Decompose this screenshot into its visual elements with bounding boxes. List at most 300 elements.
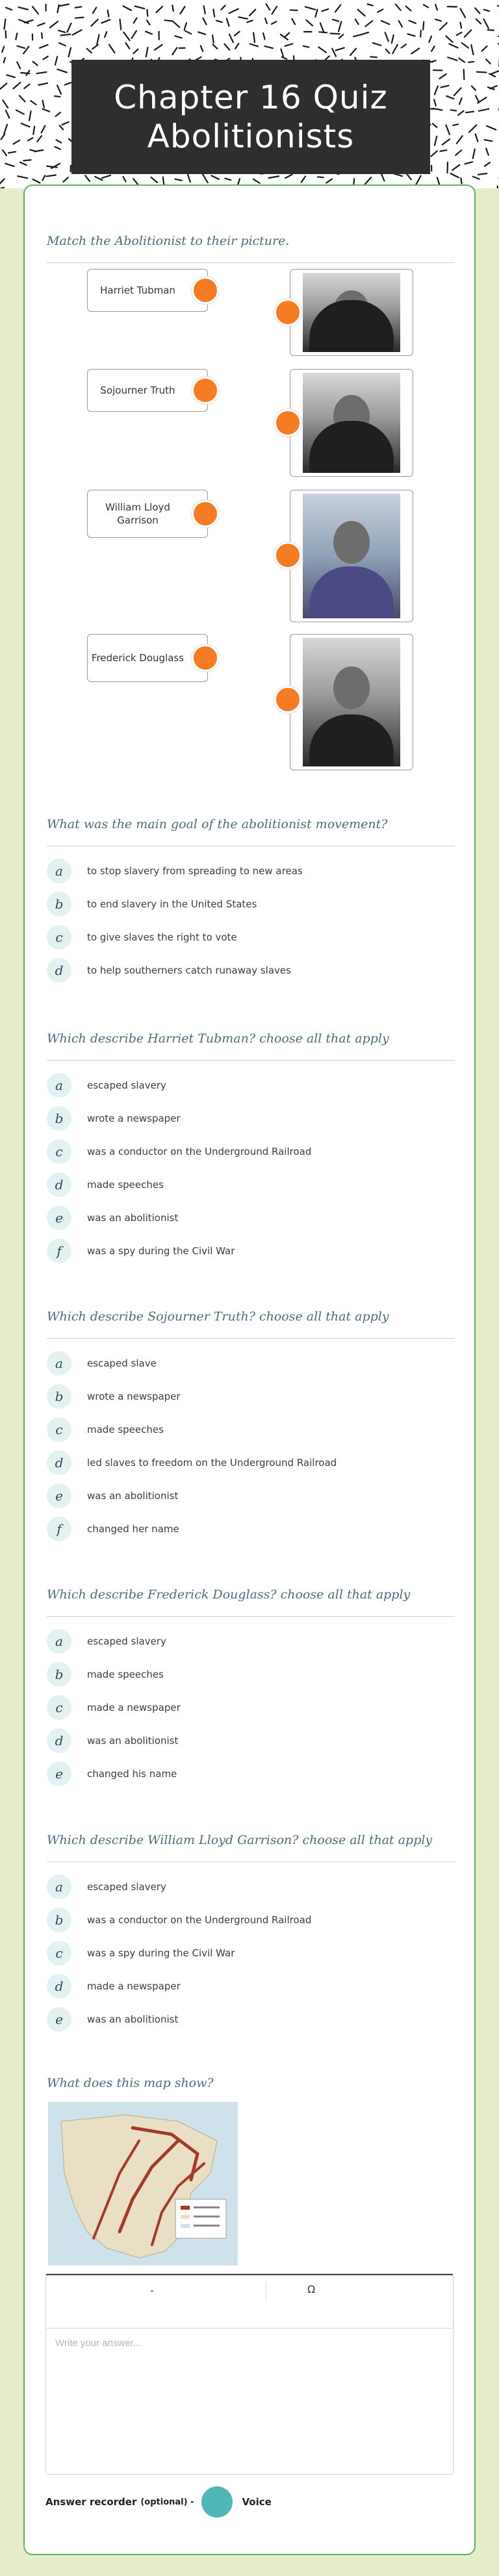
pattern-stroke bbox=[333, 19, 339, 21]
pattern-stroke bbox=[475, 8, 480, 13]
match-name-william-lloyd-garrison[interactable]: William Lloyd Garrison bbox=[87, 490, 208, 538]
pattern-stroke bbox=[306, 20, 313, 26]
pattern-stroke bbox=[133, 49, 138, 54]
pattern-stroke bbox=[416, 176, 420, 185]
pattern-stroke bbox=[185, 31, 192, 34]
divider bbox=[47, 1616, 455, 1617]
photo-frame[interactable] bbox=[290, 634, 413, 770]
option-letter-badge[interactable]: d bbox=[47, 958, 71, 983]
pattern-stroke bbox=[264, 46, 272, 48]
answer-option[interactable] bbox=[47, 1450, 337, 1475]
pattern-stroke bbox=[36, 72, 46, 73]
option-text: was a conductor on the Underground Railroad bbox=[87, 1914, 312, 1926]
option-letter-badge[interactable]: b bbox=[47, 1384, 71, 1409]
pattern-stroke bbox=[175, 36, 181, 38]
pattern-stroke bbox=[3, 150, 6, 155]
answer-option[interactable] bbox=[47, 1974, 181, 1999]
q1-prompt: What was the main goal of the abolitionist movement? bbox=[47, 817, 388, 831]
pattern-stroke bbox=[429, 36, 431, 42]
option-letter-badge[interactable]: a bbox=[47, 1351, 71, 1376]
q6-prompt: What does this map show? bbox=[47, 2076, 214, 2090]
pattern-stroke bbox=[32, 6, 38, 14]
option-text: led slaves to freedom on the Underground Railroad bbox=[87, 1457, 337, 1469]
pattern-stroke bbox=[238, 17, 248, 19]
pattern-stroke bbox=[55, 96, 60, 97]
pattern-stroke bbox=[431, 46, 435, 51]
pattern-stroke bbox=[204, 6, 205, 14]
pattern-stroke bbox=[18, 176, 27, 178]
pattern-stroke bbox=[465, 30, 471, 37]
pattern-stroke bbox=[478, 97, 486, 103]
match-connector-dot[interactable] bbox=[192, 277, 219, 304]
voice-record-button[interactable] bbox=[201, 2486, 233, 2518]
pattern-stroke bbox=[123, 177, 126, 181]
pattern-stroke bbox=[368, 4, 373, 5]
pattern-stroke bbox=[247, 21, 252, 23]
pattern-stroke bbox=[253, 179, 260, 183]
answer-option[interactable] bbox=[47, 1073, 166, 1098]
pattern-stroke bbox=[134, 18, 137, 23]
quiz-title-box bbox=[71, 60, 430, 174]
pattern-stroke bbox=[28, 138, 33, 140]
pattern-stroke bbox=[3, 100, 8, 108]
match-connector-dot[interactable] bbox=[192, 644, 219, 672]
pattern-stroke bbox=[14, 82, 21, 88]
pattern-stroke bbox=[320, 23, 324, 32]
answer-option[interactable] bbox=[47, 925, 237, 950]
pattern-stroke bbox=[265, 18, 267, 23]
match-connector-dot[interactable] bbox=[274, 542, 301, 569]
match-name-harriet-tubman[interactable]: Harriet Tubman bbox=[87, 269, 208, 312]
pattern-stroke bbox=[33, 127, 34, 134]
pattern-stroke bbox=[123, 32, 129, 41]
answer-option[interactable] bbox=[47, 859, 303, 883]
pattern-stroke bbox=[476, 134, 478, 142]
pattern-stroke bbox=[198, 32, 205, 34]
answer-option[interactable] bbox=[47, 2007, 178, 2032]
option-letter-badge[interactable]: a bbox=[47, 1875, 71, 1899]
pattern-stroke bbox=[462, 43, 468, 48]
pattern-stroke bbox=[4, 125, 7, 134]
pattern-stroke bbox=[266, 4, 270, 10]
option-text: was an abolitionist bbox=[87, 1212, 179, 1224]
pattern-stroke bbox=[146, 31, 152, 34]
option-letter-badge[interactable]: e bbox=[47, 1762, 71, 1786]
pattern-stroke bbox=[478, 173, 487, 175]
pattern-stroke bbox=[336, 48, 344, 51]
answer-option[interactable] bbox=[47, 1206, 178, 1230]
pattern-stroke bbox=[4, 58, 5, 63]
option-letter-badge[interactable]: b bbox=[47, 1106, 71, 1131]
william-lloyd-garrison-photo bbox=[303, 638, 400, 766]
answer-input[interactable] bbox=[46, 2329, 453, 2474]
option-text: made a newspaper bbox=[87, 1980, 181, 1992]
pattern-stroke bbox=[18, 46, 25, 48]
photo-frame[interactable] bbox=[290, 490, 413, 622]
pattern-stroke bbox=[490, 86, 496, 88]
option-text: was a spy during the Civil War bbox=[87, 1245, 235, 1257]
option-letter-badge[interactable]: b bbox=[47, 1662, 71, 1687]
match-connector-dot[interactable] bbox=[274, 299, 301, 326]
pattern-stroke bbox=[303, 46, 309, 47]
pattern-stroke bbox=[73, 30, 82, 35]
q3-prompt: Which describe Sojourner Truth? choose all that apply bbox=[47, 1309, 389, 1324]
pattern-stroke bbox=[263, 33, 264, 39]
answer-option[interactable] bbox=[47, 1106, 181, 1131]
pattern-stroke bbox=[29, 111, 31, 120]
answer-option[interactable] bbox=[47, 1384, 181, 1409]
pattern-stroke bbox=[439, 74, 446, 79]
pattern-stroke bbox=[381, 173, 385, 181]
pattern-stroke bbox=[459, 98, 462, 104]
pattern-stroke bbox=[151, 177, 157, 183]
match-name-frederick-douglass[interactable]: Frederick Douglass bbox=[87, 634, 208, 682]
pattern-stroke bbox=[58, 31, 65, 32]
pattern-stroke bbox=[407, 34, 415, 36]
option-letter-badge[interactable]: d bbox=[47, 1974, 71, 1999]
recorder-optional-label: (optional) - bbox=[140, 2497, 194, 2507]
option-text: was a conductor on the Underground Railroad bbox=[87, 1146, 312, 1157]
pattern-stroke bbox=[46, 175, 55, 177]
answer-option[interactable] bbox=[47, 1695, 181, 1720]
pattern-stroke bbox=[431, 151, 437, 157]
pattern-stroke bbox=[21, 123, 30, 127]
pattern-stroke bbox=[93, 8, 96, 14]
option-letter-badge[interactable]: a bbox=[47, 859, 71, 883]
pattern-stroke bbox=[18, 7, 28, 10]
pattern-stroke bbox=[221, 5, 225, 10]
pattern-stroke bbox=[433, 123, 437, 127]
pattern-stroke bbox=[25, 20, 33, 23]
answer-option[interactable] bbox=[47, 1239, 235, 1263]
pattern-stroke bbox=[42, 126, 45, 133]
option-letter-badge[interactable]: a bbox=[47, 1073, 71, 1098]
pattern-stroke bbox=[50, 21, 58, 27]
option-text: escaped slavery bbox=[87, 1080, 166, 1091]
pattern-stroke bbox=[360, 32, 368, 35]
pattern-stroke bbox=[5, 164, 14, 166]
pattern-stroke bbox=[373, 43, 381, 45]
pattern-stroke bbox=[330, 33, 339, 34]
pattern-stroke bbox=[38, 83, 47, 85]
pattern-stroke bbox=[95, 177, 102, 180]
answer-option[interactable] bbox=[47, 1351, 157, 1376]
pattern-stroke bbox=[269, 176, 279, 178]
option-text: was a spy during the Civil War bbox=[87, 1947, 235, 1959]
pattern-stroke bbox=[452, 165, 459, 170]
answer-option[interactable] bbox=[47, 1662, 164, 1687]
photo-frame[interactable] bbox=[290, 269, 413, 356]
pattern-stroke bbox=[386, 49, 390, 53]
answer-option[interactable] bbox=[47, 1417, 164, 1442]
pattern-stroke bbox=[60, 125, 63, 129]
pattern-stroke bbox=[213, 45, 218, 49]
pattern-stroke bbox=[458, 111, 464, 116]
q5-prompt: Which describe William Lloyd Garrison? choose all that apply bbox=[47, 1833, 433, 1847]
pattern-stroke bbox=[484, 19, 489, 29]
pattern-stroke bbox=[63, 177, 68, 182]
pattern-stroke bbox=[146, 47, 148, 57]
pattern-stroke bbox=[315, 10, 317, 17]
pattern-stroke bbox=[67, 23, 71, 32]
pattern-stroke bbox=[350, 49, 356, 55]
pattern-stroke bbox=[19, 95, 25, 101]
match-connector-dot[interactable] bbox=[274, 686, 301, 713]
frederick-douglass-photo bbox=[303, 273, 400, 352]
pattern-stroke bbox=[59, 43, 66, 45]
pattern-stroke bbox=[235, 44, 238, 49]
option-text: was an abolitionist bbox=[87, 2014, 179, 2025]
pattern-stroke bbox=[485, 162, 490, 166]
answer-option[interactable] bbox=[47, 1762, 177, 1786]
pattern-stroke bbox=[423, 21, 424, 29]
special-character-button[interactable]: Ω bbox=[307, 2283, 316, 2295]
pattern-stroke bbox=[399, 21, 402, 27]
answer-editor bbox=[45, 2273, 454, 2475]
answer-option[interactable] bbox=[47, 1629, 166, 1654]
option-text: escaped slavery bbox=[87, 1635, 166, 1647]
pattern-stroke bbox=[40, 45, 47, 48]
pattern-stroke bbox=[172, 5, 173, 11]
pattern-stroke bbox=[43, 175, 45, 180]
matching-prompt: Match the Abolitionist to their picture. bbox=[47, 234, 290, 248]
pattern-stroke bbox=[109, 44, 115, 53]
photo-frame[interactable] bbox=[290, 369, 413, 477]
option-letter-badge[interactable]: e bbox=[47, 1484, 71, 1508]
pattern-stroke bbox=[281, 49, 283, 57]
pattern-stroke bbox=[353, 35, 360, 36]
pattern-stroke bbox=[406, 6, 411, 11]
pattern-stroke bbox=[461, 8, 466, 17]
pattern-stroke bbox=[449, 44, 457, 48]
pattern-stroke bbox=[469, 125, 476, 133]
pattern-stroke bbox=[43, 101, 44, 108]
sojourner-truth-photo bbox=[303, 494, 400, 618]
pattern-stroke bbox=[105, 32, 107, 37]
pattern-stroke bbox=[32, 179, 40, 183]
pattern-stroke bbox=[479, 109, 489, 111]
pattern-stroke bbox=[101, 19, 110, 23]
pattern-stroke bbox=[31, 101, 36, 105]
pattern-stroke bbox=[201, 45, 203, 51]
pattern-stroke bbox=[454, 88, 461, 95]
option-letter-badge[interactable]: c bbox=[47, 1417, 71, 1442]
voice-label[interactable]: Voice bbox=[242, 2496, 272, 2508]
pattern-stroke bbox=[435, 136, 437, 145]
pattern-stroke bbox=[272, 6, 277, 14]
divider bbox=[47, 262, 455, 263]
option-letter-badge[interactable]: c bbox=[47, 1139, 71, 1164]
answer-option[interactable] bbox=[47, 1908, 311, 1932]
pattern-stroke bbox=[358, 10, 365, 16]
answer-option[interactable] bbox=[47, 1172, 164, 1197]
pattern-stroke bbox=[6, 8, 12, 10]
pattern-stroke bbox=[365, 177, 371, 184]
pattern-stroke bbox=[433, 108, 442, 110]
pattern-stroke bbox=[441, 86, 449, 88]
pattern-stroke bbox=[8, 152, 16, 153]
pattern-stroke bbox=[285, 33, 289, 37]
pattern-stroke bbox=[332, 49, 336, 57]
option-text: made speeches bbox=[87, 1424, 164, 1435]
option-letter-badge[interactable]: a bbox=[47, 1629, 71, 1654]
pattern-stroke bbox=[250, 44, 258, 47]
pattern-stroke bbox=[38, 23, 45, 26]
pattern-stroke bbox=[37, 136, 42, 142]
pattern-stroke bbox=[451, 173, 459, 177]
pattern-stroke bbox=[377, 9, 383, 12]
answer-option[interactable] bbox=[47, 1941, 235, 1965]
option-text: to help southerners catch runaway slaves bbox=[87, 965, 291, 976]
option-text: escaped slave bbox=[87, 1357, 157, 1369]
match-connector-dot[interactable] bbox=[192, 377, 219, 404]
option-letter-badge[interactable]: d bbox=[47, 1450, 71, 1475]
pattern-stroke bbox=[392, 35, 394, 43]
pattern-stroke bbox=[185, 23, 186, 30]
pattern-stroke bbox=[466, 112, 474, 113]
pattern-stroke bbox=[212, 35, 214, 43]
option-letter-badge[interactable]: e bbox=[47, 1206, 71, 1230]
pattern-stroke bbox=[4, 19, 5, 29]
pattern-stroke bbox=[6, 75, 15, 77]
pattern-stroke bbox=[211, 175, 219, 179]
option-letter-badge[interactable]: b bbox=[47, 892, 71, 916]
pattern-stroke bbox=[488, 30, 494, 31]
pattern-stroke bbox=[465, 162, 472, 164]
pattern-stroke bbox=[305, 6, 315, 9]
pattern-stroke bbox=[156, 6, 162, 12]
pattern-stroke bbox=[203, 18, 206, 25]
answer-option[interactable] bbox=[47, 1139, 311, 1164]
pattern-stroke bbox=[459, 58, 465, 62]
match-connector-dot[interactable] bbox=[192, 500, 219, 527]
pattern-stroke bbox=[446, 36, 452, 42]
pattern-stroke bbox=[227, 19, 229, 27]
pattern-stroke bbox=[180, 6, 185, 14]
pattern-stroke bbox=[203, 174, 208, 183]
option-letter-badge[interactable]: d bbox=[47, 1172, 71, 1197]
pattern-stroke bbox=[434, 99, 436, 105]
pattern-stroke bbox=[213, 9, 214, 16]
pattern-stroke bbox=[87, 49, 92, 53]
pattern-stroke bbox=[135, 6, 145, 9]
pattern-stroke bbox=[446, 125, 450, 134]
option-letter-badge[interactable]: b bbox=[47, 1908, 71, 1932]
pattern-stroke bbox=[229, 34, 233, 43]
pattern-stroke bbox=[282, 57, 287, 59]
option-letter-badge[interactable]: f bbox=[47, 1517, 71, 1541]
pattern-stroke bbox=[491, 71, 499, 74]
dash-tool-button[interactable]: - bbox=[150, 2284, 154, 2297]
pattern-stroke bbox=[440, 23, 447, 30]
pattern-stroke bbox=[424, 5, 428, 7]
option-text: made speeches bbox=[87, 1669, 164, 1680]
pattern-stroke bbox=[175, 179, 181, 181]
option-text: to give slaves the right to vote bbox=[87, 931, 237, 943]
q4-prompt: Which describe Frederick Douglass? choose all that apply bbox=[47, 1587, 411, 1602]
option-letter-badge[interactable]: c bbox=[47, 925, 71, 950]
pattern-stroke bbox=[435, 86, 438, 95]
pattern-stroke bbox=[396, 5, 401, 10]
option-letter-badge[interactable]: c bbox=[47, 1941, 71, 1965]
answer-option[interactable] bbox=[47, 1484, 178, 1508]
option-text: wrote a newspaper bbox=[87, 1113, 181, 1124]
pattern-stroke bbox=[441, 150, 447, 151]
pattern-stroke bbox=[460, 23, 461, 29]
pattern-stroke bbox=[457, 32, 462, 35]
pattern-stroke bbox=[472, 86, 476, 90]
answer-option[interactable] bbox=[47, 958, 291, 983]
pattern-stroke bbox=[471, 45, 473, 55]
pattern-stroke bbox=[60, 34, 70, 36]
option-letter-badge[interactable]: d bbox=[47, 1728, 71, 1753]
option-letter-badge[interactable]: f bbox=[47, 1239, 71, 1263]
pattern-stroke bbox=[57, 140, 62, 142]
pattern-stroke bbox=[435, 19, 441, 21]
pattern-stroke bbox=[57, 85, 61, 94]
pattern-stroke bbox=[285, 44, 293, 45]
match-connector-dot[interactable] bbox=[274, 409, 301, 436]
option-letter-badge[interactable]: e bbox=[47, 2007, 71, 2032]
pattern-stroke bbox=[229, 9, 238, 14]
pattern-stroke bbox=[318, 47, 326, 53]
pattern-stroke bbox=[42, 109, 49, 112]
pattern-stroke bbox=[123, 6, 131, 10]
pattern-stroke bbox=[16, 110, 24, 114]
pattern-stroke bbox=[420, 31, 421, 37]
pattern-stroke bbox=[225, 179, 231, 181]
pattern-stroke bbox=[477, 72, 487, 73]
quiz-title-line2: Abolitionists bbox=[147, 118, 355, 155]
pattern-stroke bbox=[68, 48, 71, 57]
pattern-stroke bbox=[125, 43, 129, 49]
option-letter-badge[interactable]: c bbox=[47, 1695, 71, 1720]
option-text: changed her name bbox=[87, 1523, 179, 1535]
pattern-stroke bbox=[92, 45, 98, 49]
pattern-stroke bbox=[453, 124, 458, 125]
pattern-stroke bbox=[216, 21, 222, 22]
pattern-stroke bbox=[381, 21, 390, 25]
pattern-stroke bbox=[132, 31, 136, 38]
option-text: wrote a newspaper bbox=[87, 1391, 181, 1402]
pattern-stroke bbox=[17, 62, 20, 68]
option-text: escaped slavery bbox=[87, 1881, 166, 1893]
pattern-stroke bbox=[16, 33, 17, 39]
pattern-stroke bbox=[487, 126, 496, 130]
answer-option[interactable] bbox=[47, 1875, 166, 1899]
quiz-title-line1: Chapter 16 Quiz bbox=[114, 79, 388, 116]
pattern-stroke bbox=[102, 175, 110, 178]
divider bbox=[47, 1338, 455, 1339]
pattern-stroke bbox=[446, 96, 454, 99]
map-illustration bbox=[48, 2102, 238, 2266]
match-name-sojourner-truth[interactable]: Sojourner Truth bbox=[87, 369, 208, 412]
option-text: made speeches bbox=[87, 1179, 164, 1191]
pattern-stroke bbox=[355, 19, 359, 25]
answer-option[interactable] bbox=[47, 892, 257, 916]
pattern-stroke bbox=[56, 112, 60, 116]
answer-option[interactable] bbox=[47, 1728, 178, 1753]
pattern-stroke bbox=[457, 136, 463, 144]
answer-option[interactable] bbox=[47, 1517, 179, 1541]
pattern-stroke bbox=[62, 122, 69, 125]
option-text: made a newspaper bbox=[87, 1702, 181, 1713]
pattern-stroke bbox=[58, 5, 68, 6]
harriet-tubman-photo bbox=[303, 373, 400, 473]
pattern-stroke bbox=[147, 20, 149, 25]
pattern-stroke bbox=[409, 21, 416, 23]
pattern-stroke bbox=[224, 44, 229, 50]
